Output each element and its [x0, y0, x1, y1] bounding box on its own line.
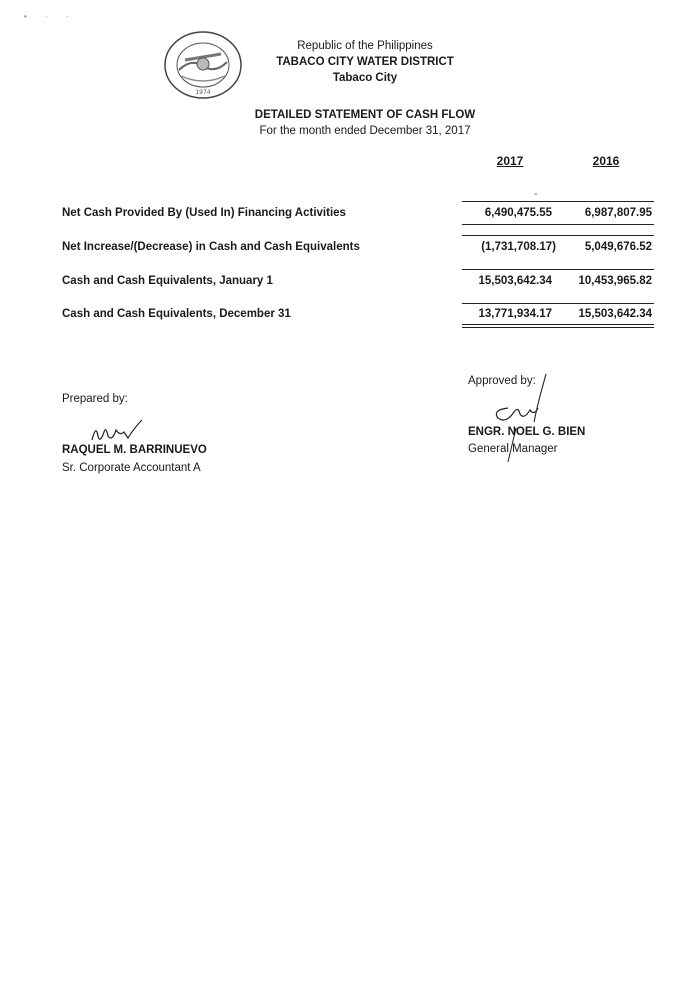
prepared-by-label: Prepared by: [62, 393, 128, 405]
preparer-title: Sr. Corporate Accountant A [62, 462, 201, 474]
rule-top-row2 [462, 235, 654, 236]
rule-top-row3 [462, 269, 654, 270]
approver-title: General Manager [468, 443, 558, 455]
rule-bottom-row1 [462, 224, 654, 225]
approver-name: ENGR. NOEL G. BIEN [468, 426, 586, 438]
svg-text:1974: 1974 [195, 89, 211, 96]
column-header-2017: 2017 [496, 154, 524, 168]
city-name: Tabaco City [332, 72, 398, 84]
statement-title-block [200, 107, 530, 139]
row-label-january: Cash and Cash Equivalents, January 1 [62, 275, 273, 287]
amount-january-2016: 10,453,965.82 [578, 275, 652, 287]
amount-january-2017: 15,503,642.34 [478, 275, 552, 287]
republic-line: Republic of the Philippines [297, 40, 433, 52]
amount-net-increase-2017: (1,731,708.17) [481, 241, 556, 253]
row-label-december: Cash and Cash Equivalents, December 31 [62, 308, 291, 320]
double-rule-2 [462, 327, 654, 328]
rule-top-row4 [462, 303, 654, 304]
preparer-name: RAQUEL M. BARRINUEVO [62, 444, 207, 456]
amount-financing-2016: 6,987,807.95 [584, 207, 652, 219]
rule-top-row1 [462, 201, 654, 202]
amount-net-increase-2016: 5,049,676.52 [584, 241, 652, 253]
row-label-financing: Net Cash Provided By (Used In) Financing Activities [62, 207, 346, 219]
scan-artifact-dots: • · · [24, 12, 77, 21]
row-label-net-increase: Net Increase/(Decrease) in Cash and Cash Equivalents [62, 241, 360, 253]
dash-mark: - [534, 188, 538, 200]
approved-by-label: Approved by: [468, 375, 536, 387]
letterhead [200, 38, 530, 86]
column-header-2016: 2016 [592, 154, 620, 168]
district-name: TABACO CITY WATER DISTRICT [276, 56, 454, 68]
amount-december-2017: 13,771,934.17 [478, 308, 552, 320]
amount-december-2016: 15,503,642.34 [578, 308, 652, 320]
statement-period: For the month ended December 31, 2017 [259, 125, 471, 137]
statement-title: DETAILED STATEMENT OF CASH FLOW [254, 109, 476, 121]
amount-financing-2017: 6,490,475.55 [484, 207, 552, 219]
double-rule-1 [462, 324, 654, 325]
